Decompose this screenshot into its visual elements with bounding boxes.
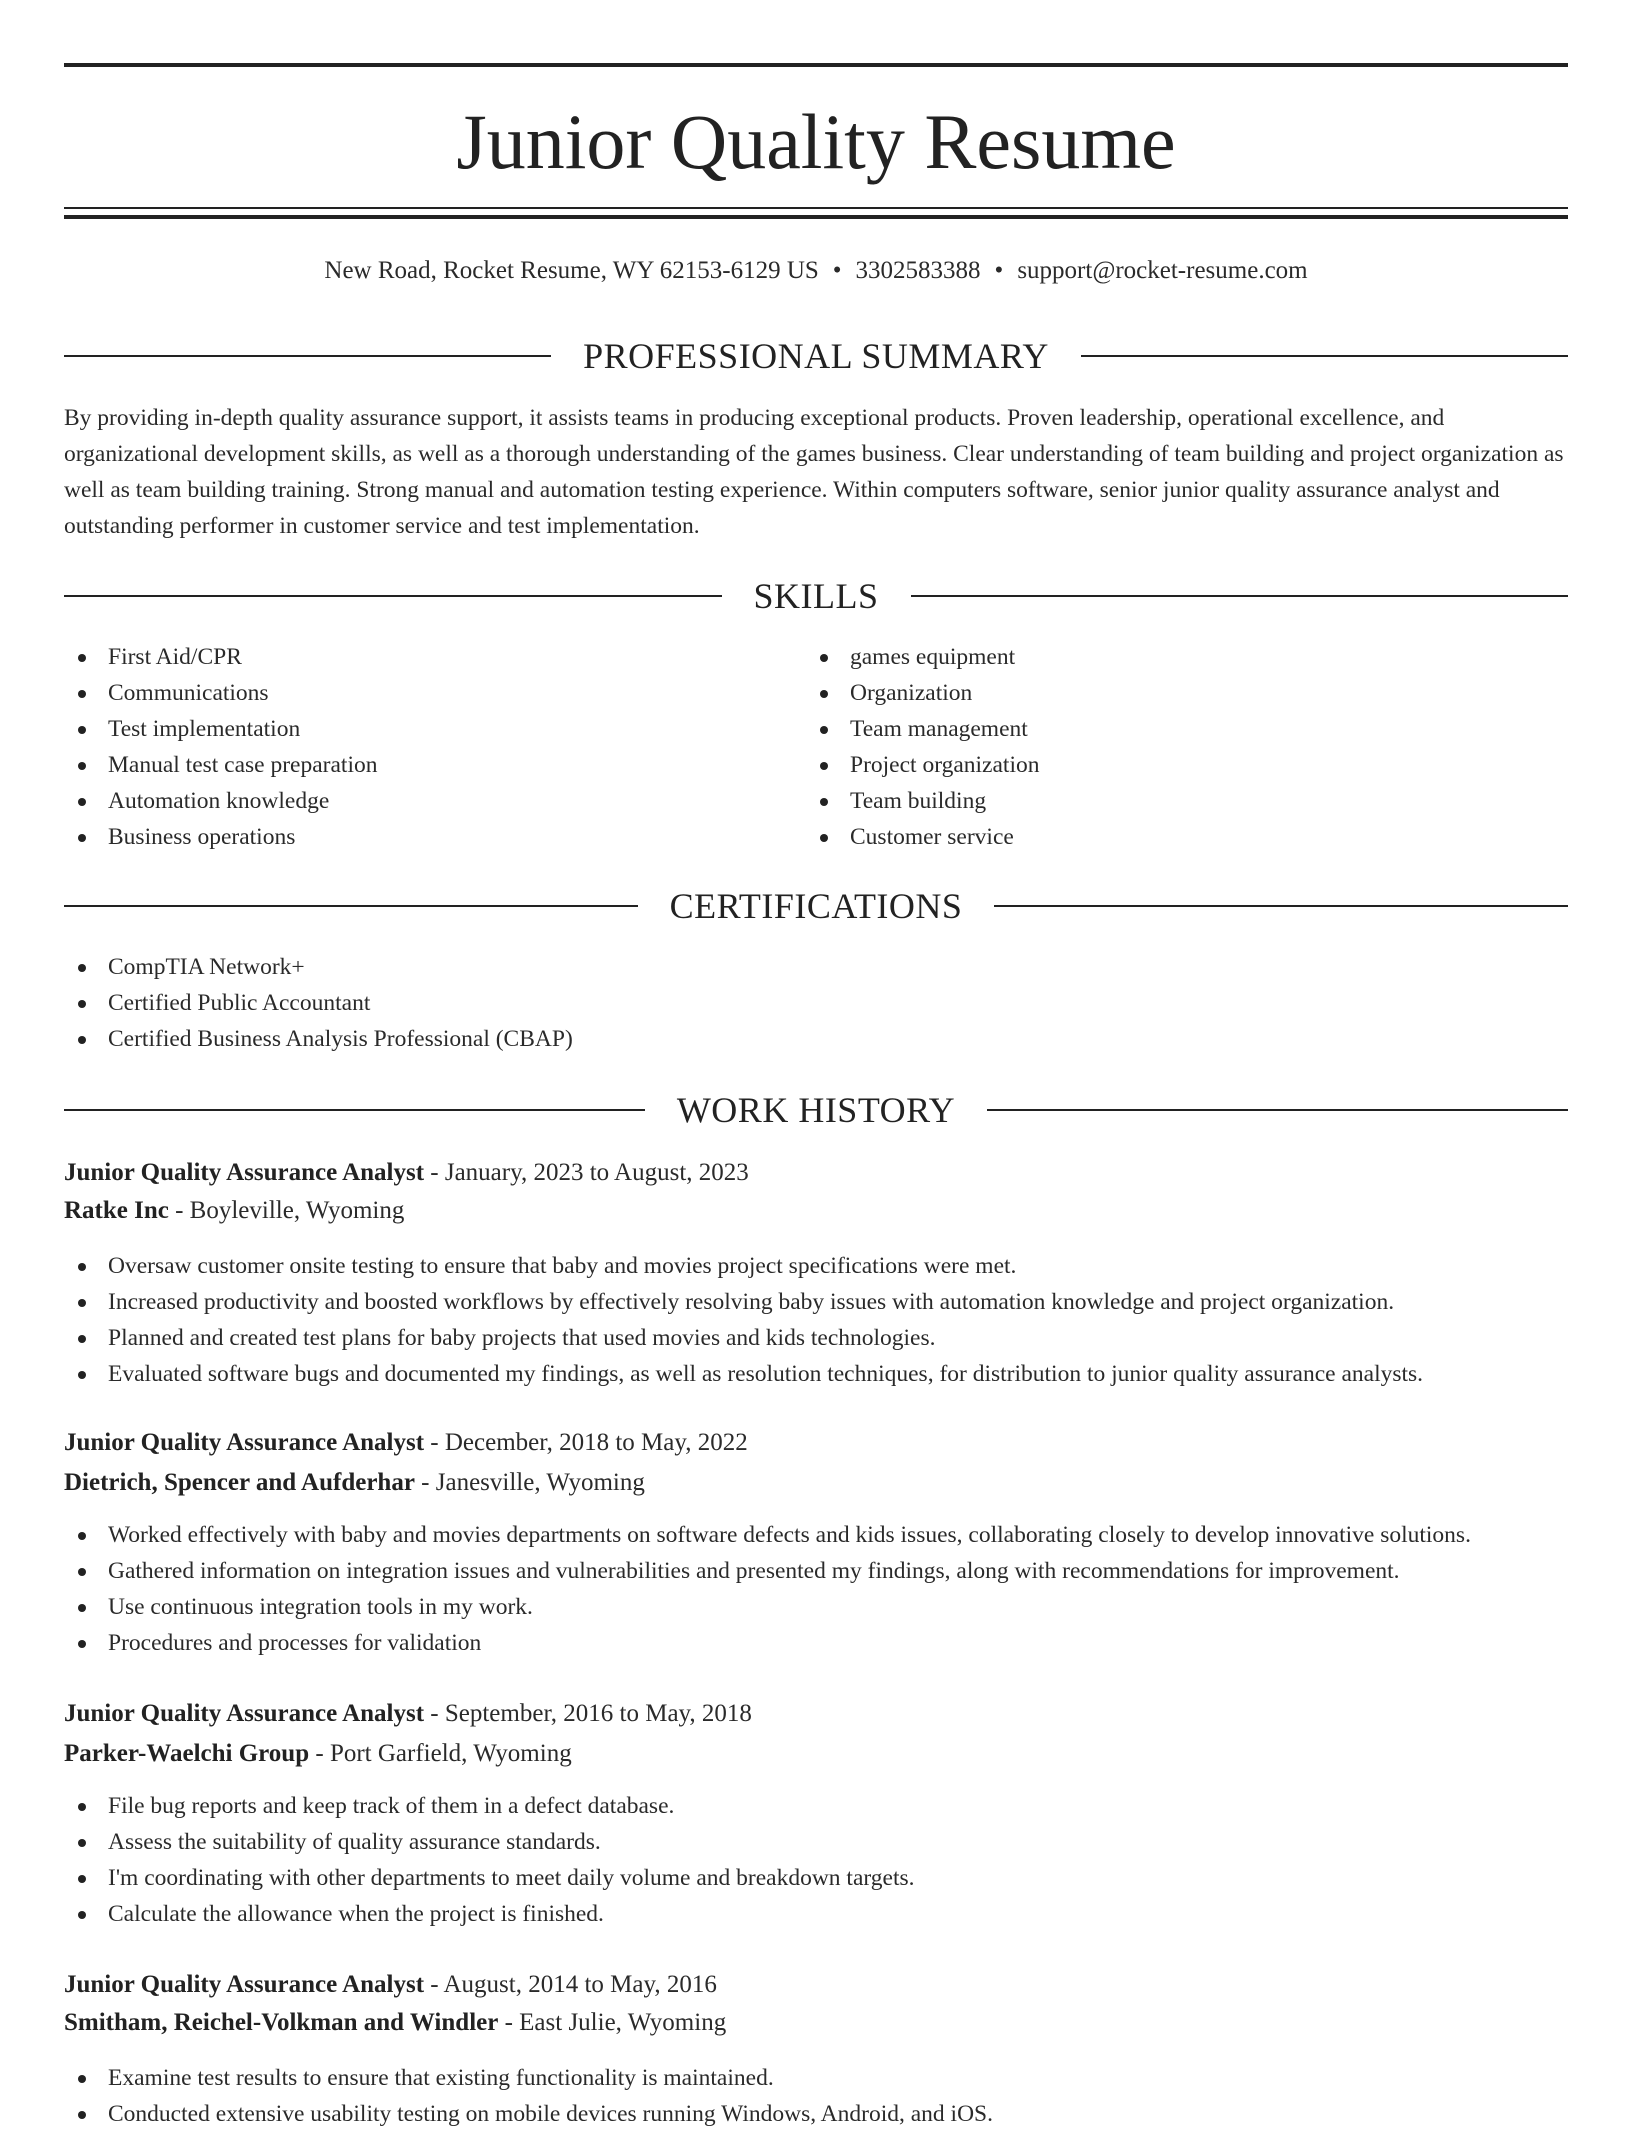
job-duty-item: Evaluated software bugs and documented my findings, as well as resolution techniques, for distribution to junior quality assurance analysts. xyxy=(64,1356,1568,1392)
job-duties-list xyxy=(64,1517,1568,1661)
bullet-icon xyxy=(78,798,86,806)
bullet-icon xyxy=(78,1875,86,1883)
job-duties-list xyxy=(64,1788,1568,1932)
summary-section-header xyxy=(64,334,1568,378)
job-company-line xyxy=(64,1193,1568,1229)
job-location: - Janesville, Wyoming xyxy=(414,1469,645,1496)
job-duty-item: File bug reports and keep track of them in a defect database. xyxy=(64,1788,1568,1824)
bullet-icon xyxy=(78,1371,86,1379)
bullet-icon xyxy=(78,726,86,734)
section-rule-left xyxy=(64,905,638,907)
bullet-icon xyxy=(78,1640,86,1648)
certification-item: Certified Business Analysis Professional (CBAP) xyxy=(64,1021,1568,1057)
certification-item: Certified Public Accountant xyxy=(64,985,1568,1021)
job-company: Ratke Inc xyxy=(64,1197,169,1224)
job-company: Smitham, Reichel-Volkman and Windler xyxy=(64,2009,499,2036)
bullet-icon xyxy=(820,690,828,698)
header-top-rule xyxy=(64,63,1568,67)
job-duty-item: Gathered information on integration issues and vulnerabilities and presented my findings, along with recommendations for improvement. xyxy=(64,1553,1568,1589)
skill-item: Communications xyxy=(64,675,804,711)
skill-item: Customer service xyxy=(806,819,1546,855)
bullet-icon xyxy=(78,1911,86,1919)
job-title: Junior Quality Assurance Analyst xyxy=(64,1971,425,1998)
bullet-icon xyxy=(78,1839,86,1847)
section-rule-left xyxy=(64,595,722,597)
skill-item: Project organization xyxy=(806,747,1546,783)
job-title-line xyxy=(64,1696,1568,1732)
job-title-line xyxy=(64,1425,1568,1461)
job-dates: - December, 2018 to May, 2022 xyxy=(424,1429,748,1456)
job-company-line xyxy=(64,1465,1568,1501)
skill-item: Business operations xyxy=(64,819,804,855)
job-title-line xyxy=(64,1155,1568,1191)
skill-item: Automation knowledge xyxy=(64,783,804,819)
job-title: Junior Quality Assurance Analyst xyxy=(64,1700,425,1727)
job-company-line xyxy=(64,2005,1568,2041)
section-rule-right xyxy=(994,905,1568,907)
job-duty-item: Worked effectively with baby and movies departments on software defects and kids issues, collaborating closely to develop innovative solutions. xyxy=(64,1517,1568,1553)
bullet-icon xyxy=(78,1000,86,1008)
bullet-icon xyxy=(78,690,86,698)
job-location: - Boyleville, Wyoming xyxy=(168,1197,405,1224)
job-title: Junior Quality Assurance Analyst xyxy=(64,1429,425,1456)
bullet-icon xyxy=(78,1568,86,1576)
work-history-heading: WORK HISTORY xyxy=(676,1090,956,1130)
section-rule-left xyxy=(64,355,551,357)
job-duty-item: Use continuous integration tools in my work. xyxy=(64,1589,1568,1625)
work-history-section-header xyxy=(64,1088,1568,1132)
bullet-icon xyxy=(78,654,86,662)
skill-item: Manual test case preparation xyxy=(64,747,804,783)
certifications-list xyxy=(64,949,1568,1057)
section-rule-right xyxy=(911,595,1569,597)
summary-text: By providing in-depth quality assurance support, it assists teams in producing exceptional products. Proven leadership, operational excellence, and organizational development skills, as well as a thorough understanding of the games business. Clear understanding of team building and project organization as well as team building training. Strong manual and automation testing experience. Within computers software, senior junior quality assurance analyst and outstanding performer in customer service and test implementation. xyxy=(64,405,1564,539)
job-company: Parker-Waelchi Group xyxy=(64,1740,310,1767)
job-company: Dietrich, Spencer and Aufderhar xyxy=(64,1469,415,1496)
bullet-icon xyxy=(820,762,828,770)
contact-line xyxy=(64,254,1568,288)
skill-item: Test implementation xyxy=(64,711,804,747)
header-rule-upper xyxy=(64,207,1568,209)
job-dates: - September, 2016 to May, 2018 xyxy=(424,1700,752,1727)
section-rule-right xyxy=(1081,355,1568,357)
bullet-icon xyxy=(78,1036,86,1044)
bullet-icon xyxy=(78,1604,86,1612)
contact-address: New Road, Rocket Resume, WY 62153-6129 US xyxy=(324,257,819,284)
summary-heading: PROFESSIONAL SUMMARY xyxy=(583,336,1049,376)
job-duty-item: Calculate the allowance when the project is finished. xyxy=(64,1896,1568,1932)
certifications-heading: CERTIFICATIONS xyxy=(669,886,963,926)
skill-item: Team management xyxy=(806,711,1546,747)
bullet-icon xyxy=(820,834,828,842)
job-duty-item: Increased productivity and boosted workflows by effectively resolving baby issues with automation knowledge and project organization. xyxy=(64,1284,1568,1320)
skills-heading: SKILLS xyxy=(753,576,879,616)
job-dates: - January, 2023 to August, 2023 xyxy=(424,1159,749,1186)
bullet-icon xyxy=(78,1335,86,1343)
bullet-icon xyxy=(78,762,86,770)
job-location: - Port Garfield, Wyoming xyxy=(309,1740,572,1767)
skills-list-right xyxy=(806,639,1546,855)
job-location: - East Julie, Wyoming xyxy=(498,2009,727,2036)
bullet-icon xyxy=(78,964,86,972)
job-duties-list xyxy=(64,2060,1568,2132)
section-rule-left xyxy=(64,1109,645,1111)
bullet-icon xyxy=(78,2111,86,2119)
bullet-icon xyxy=(78,1803,86,1811)
contact-email: support@rocket-resume.com xyxy=(1017,257,1308,284)
bullet-icon xyxy=(78,1532,86,1540)
skills-list-left xyxy=(64,639,804,855)
page-title: Junior Quality Resume xyxy=(456,98,1176,185)
job-title-line xyxy=(64,1967,1568,2003)
job-company-line xyxy=(64,1736,1568,1772)
bullet-icon xyxy=(820,654,828,662)
skills-section-header xyxy=(64,574,1568,618)
bullet-icon xyxy=(820,798,828,806)
bullet-icon xyxy=(78,1263,86,1271)
bullet-icon xyxy=(78,1299,86,1307)
job-duty-item: Assess the suitability of quality assurance standards. xyxy=(64,1824,1568,1860)
job-duty-item: Procedures and processes for validation xyxy=(64,1625,1568,1661)
bullet-icon xyxy=(78,834,86,842)
contact-separator: • xyxy=(832,257,842,284)
job-duty-item: Examine test results to ensure that existing functionality is maintained. xyxy=(64,2060,1568,2096)
skill-item: Organization xyxy=(806,675,1546,711)
header-rule-lower xyxy=(64,215,1568,219)
contact-phone: 3302583388 xyxy=(855,257,981,284)
job-duty-item: I'm coordinating with other departments to meet daily volume and breakdown targets. xyxy=(64,1860,1568,1896)
bullet-icon xyxy=(820,726,828,734)
skill-item: games equipment xyxy=(806,639,1546,675)
certifications-section-header xyxy=(64,884,1568,928)
job-duties-list xyxy=(64,1248,1568,1392)
contact-separator: • xyxy=(994,257,1004,284)
job-title: Junior Quality Assurance Analyst xyxy=(64,1159,425,1186)
section-rule-right xyxy=(987,1109,1568,1111)
job-duty-item: Planned and created test plans for baby projects that used movies and kids technologies. xyxy=(64,1320,1568,1356)
certification-item: CompTIA Network+ xyxy=(64,949,1568,985)
job-duty-item: Oversaw customer onsite testing to ensure that baby and movies project specifications were met. xyxy=(64,1248,1568,1284)
skill-item: First Aid/CPR xyxy=(64,639,804,675)
job-duty-item: Conducted extensive usability testing on mobile devices running Windows, Android, and iOS. xyxy=(64,2096,1568,2132)
skill-item: Team building xyxy=(806,783,1546,819)
bullet-icon xyxy=(78,2075,86,2083)
job-dates: - August, 2014 to May, 2016 xyxy=(424,1971,717,1998)
